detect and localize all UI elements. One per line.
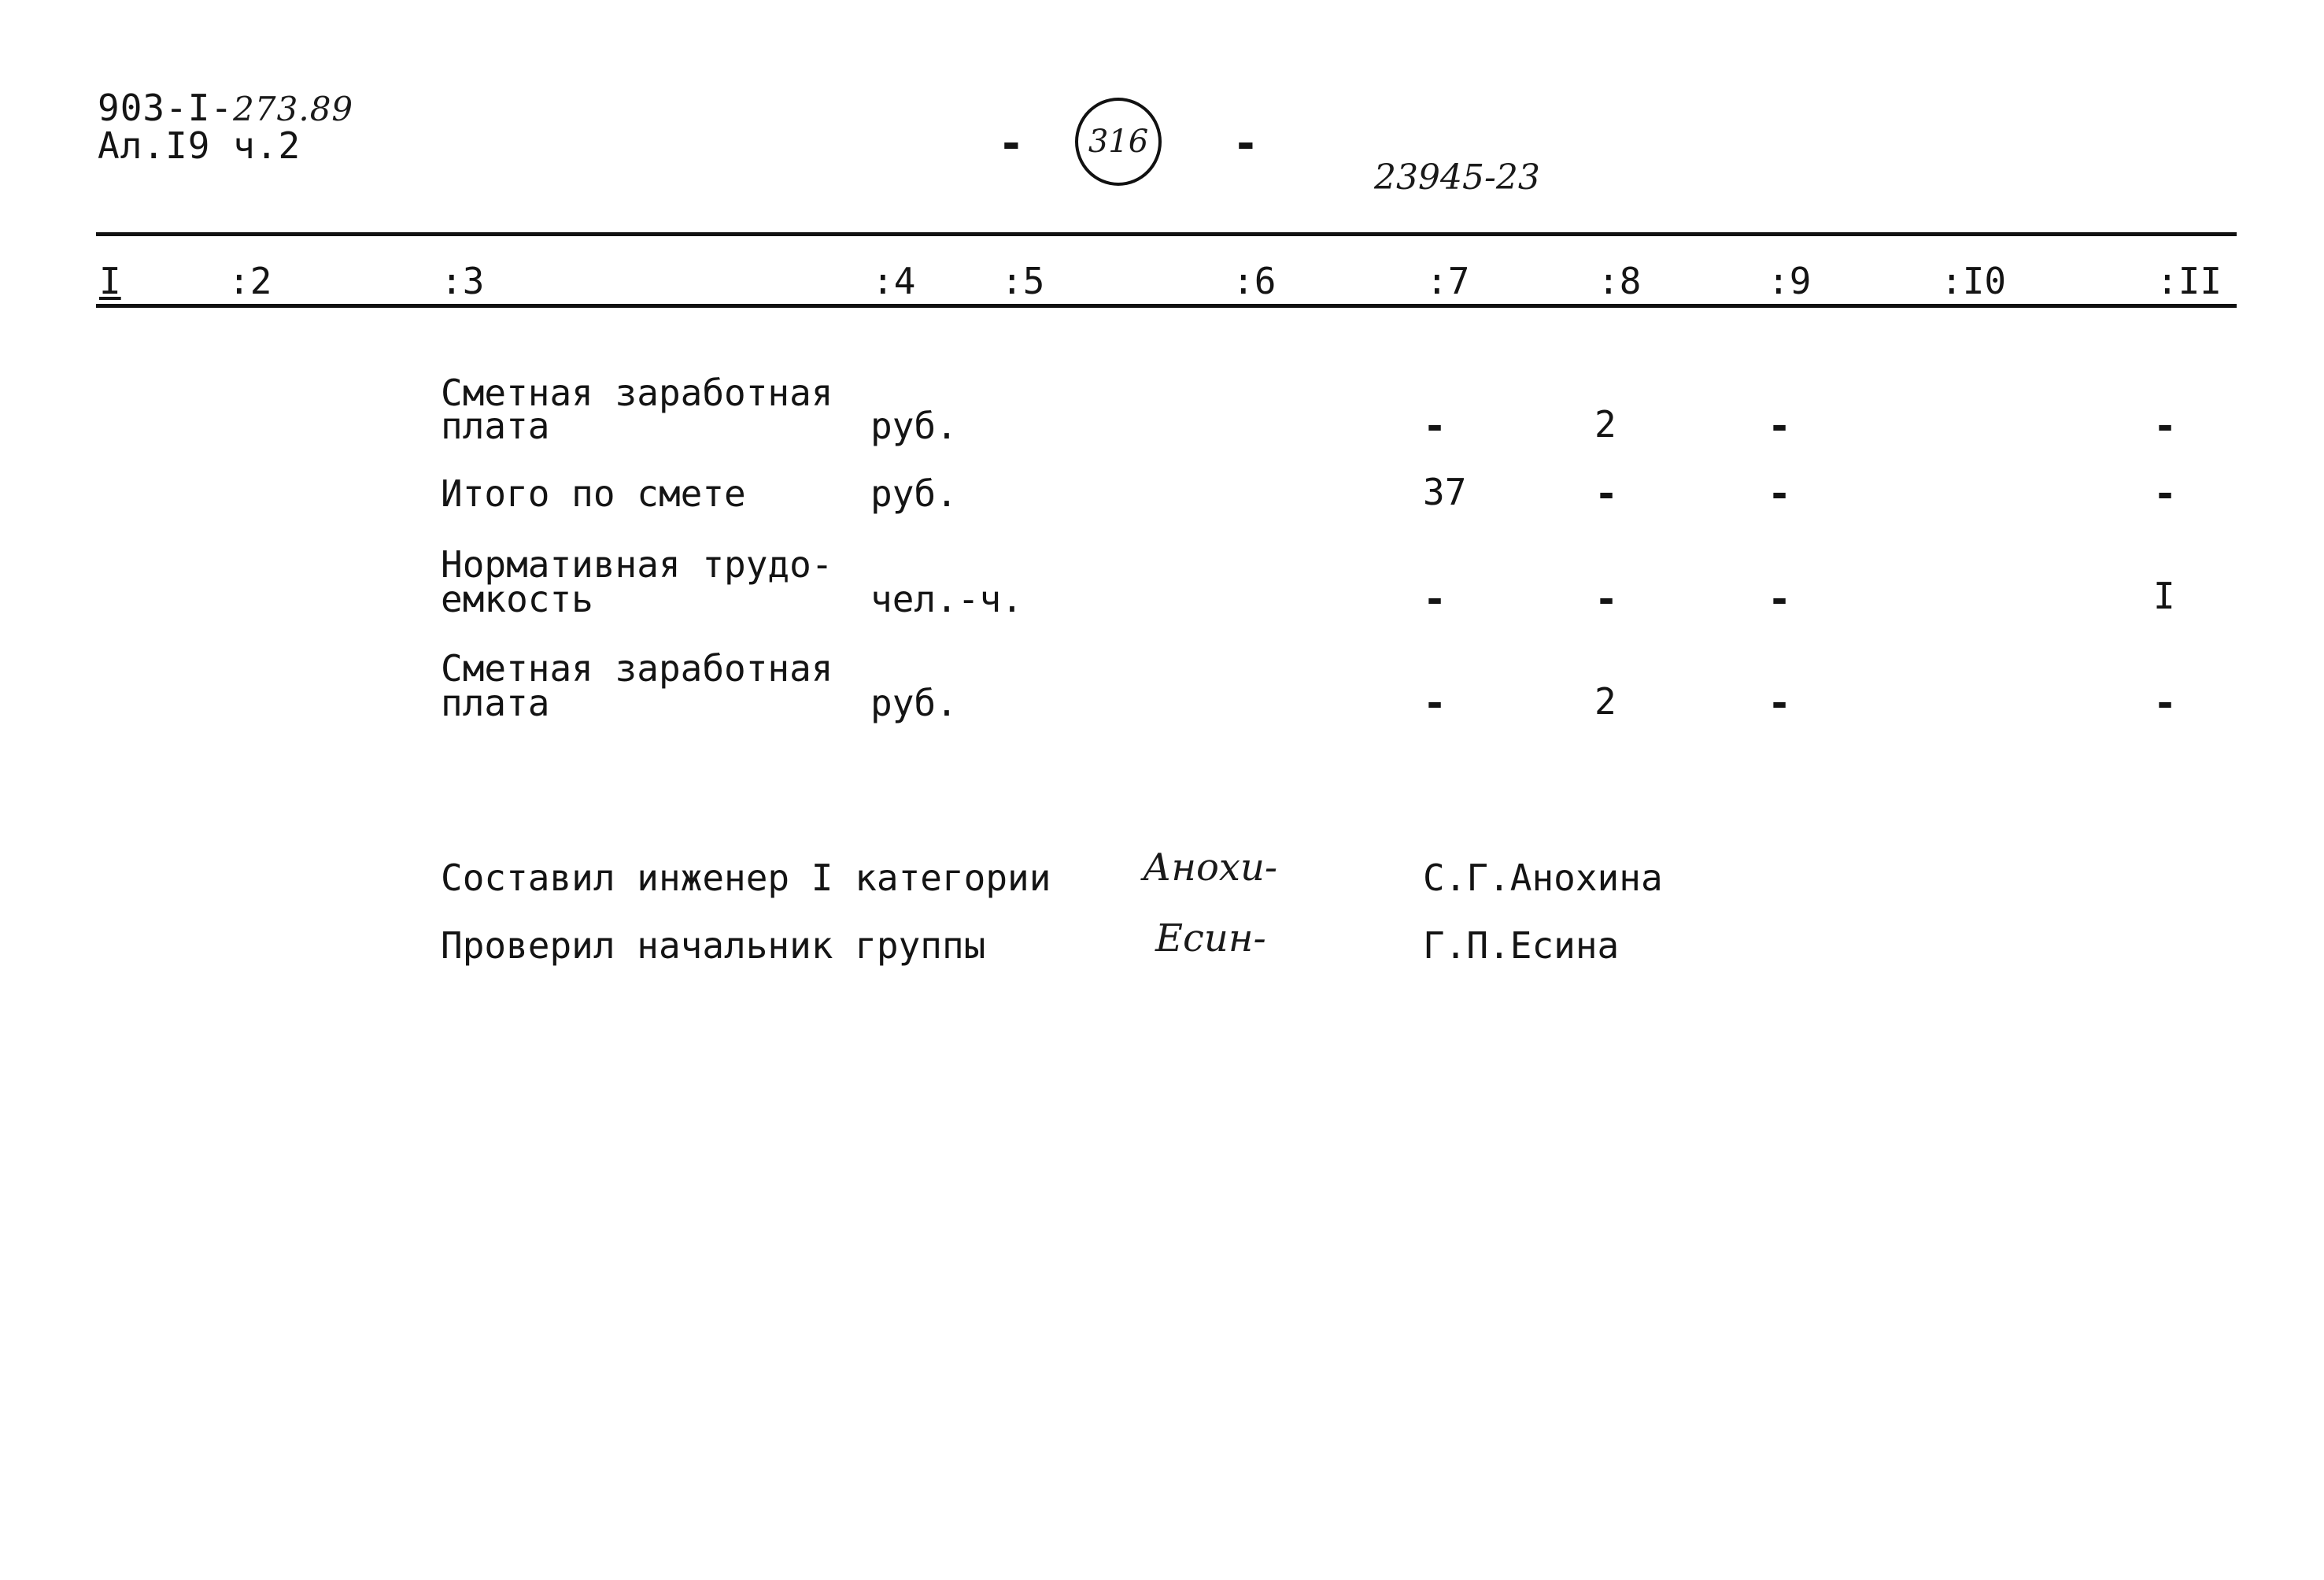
column-header-1: I [99,260,121,302]
row-col11: - [2153,471,2178,516]
row-col11: I [2153,575,2175,617]
document-code-handwritten: 273.89 [233,90,354,128]
row-col8: 2 [1594,680,1616,723]
row-name-line2: плата [441,405,550,447]
row-unit: руб. [870,405,958,447]
handwritten-signature: Есин- [1155,916,1266,960]
column-header-2: :2 [228,260,272,302]
row-col9: - [1768,680,1792,726]
row-name-line2: емкость [441,578,593,620]
document-code-printed: 903-I- [98,87,234,129]
row-col11: - [2153,403,2178,449]
page-dash-right: - [1232,118,1260,169]
page-number: 316 [1088,124,1149,160]
row-name-line1: Нормативная трудо- [441,543,833,586]
header-bottom-rule [96,304,2237,308]
page-dash-left: - [998,118,1025,169]
column-header-10: :I0 [1941,260,2007,302]
document-code [98,87,354,129]
signature-role: Проверил начальник группы [441,924,986,967]
column-header-4: :4 [872,260,916,302]
page-number-circle [1075,98,1162,186]
row-col8: 2 [1594,403,1616,446]
row-name-line1: Сметная заработная [441,647,833,690]
column-header-3: :3 [441,260,485,302]
row-col8: - [1594,576,1619,622]
column-header-7: :7 [1426,260,1470,302]
row-col7: - [1423,680,1447,726]
row-col7: 37 [1423,471,1467,513]
row-unit: руб. [870,682,958,724]
top-rule [96,232,2237,236]
row-col9: - [1768,471,1792,516]
column-header-8: :8 [1598,260,1642,302]
row-col8: - [1594,471,1619,516]
row-col7: - [1423,403,1447,449]
album-label: Ал.I9 ч.2 [98,124,301,167]
column-header-11: :II [2156,260,2222,302]
row-name-line1: Итого по смете [441,472,746,515]
row-col7: - [1423,576,1447,622]
column-header-6: :6 [1232,260,1277,302]
signature-role: Составил инженер I категории [441,857,1051,899]
signatory-name: Г.П.Есина [1423,924,1620,967]
row-unit: руб. [870,472,958,515]
column-header-5: :5 [1001,260,1045,302]
row-col9: - [1768,403,1792,449]
row-name-line1: Сметная заработная [441,372,833,414]
column-header-9: :9 [1768,260,1812,302]
row-name-line2: плата [441,682,550,724]
archive-number: 23945-23 [1374,157,1540,198]
row-unit: чел.-ч. [870,578,1023,620]
handwritten-signature: Анохи- [1143,846,1278,890]
signatory-name: С.Г.Анохина [1423,857,1663,899]
row-col9: - [1768,576,1792,622]
row-col11: - [2153,680,2178,726]
